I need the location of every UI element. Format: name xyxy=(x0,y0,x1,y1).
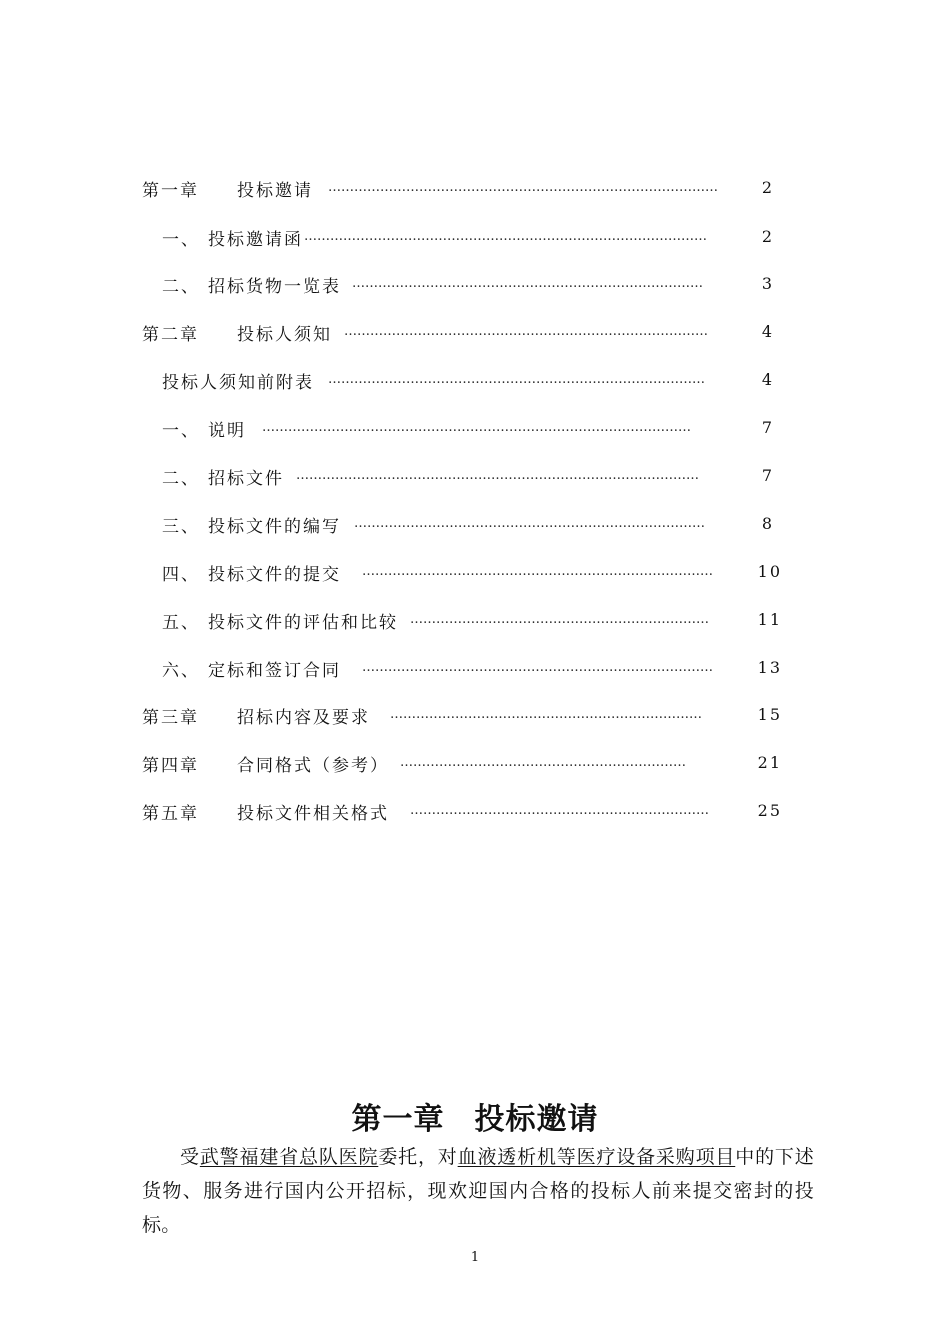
toc-entry[interactable] xyxy=(162,464,284,489)
toc-leader-dots: ……………………………………………………………………… xyxy=(362,564,713,579)
toc-page-number: 2 xyxy=(761,178,774,197)
toc-entry[interactable] xyxy=(162,608,398,633)
toc-chapter-number: 第五章 xyxy=(142,803,199,824)
toc-entry[interactable] xyxy=(142,176,313,201)
project-name: 血液透析机等医疗设备采购项目 xyxy=(457,1146,736,1168)
toc-entry-title: 投标文件的提交 xyxy=(208,564,341,585)
toc-leader-dots: ……………………………………………………………………… xyxy=(352,276,703,291)
toc-section-number: 一、 xyxy=(162,229,200,250)
toc-entry[interactable] xyxy=(162,272,341,297)
intro-text-2: 委托，对 xyxy=(378,1146,458,1168)
toc-entry[interactable] xyxy=(142,703,370,728)
toc-entry-title: 投标邀请 xyxy=(237,180,313,201)
toc-entry[interactable] xyxy=(162,560,341,585)
toc-chapter-number: 第一章 xyxy=(142,180,199,201)
toc-page-number: 10 xyxy=(757,562,782,581)
toc-entry-title: 投标文件的评估和比较 xyxy=(208,612,398,633)
toc-section-number: 五、 xyxy=(162,612,200,633)
toc-page-number: 15 xyxy=(757,705,782,724)
toc-leader-dots: …………………………………………………………… xyxy=(410,803,709,818)
toc-page-number: 25 xyxy=(757,801,782,820)
toc-entry-title: 招标货物一览表 xyxy=(208,276,341,297)
toc-leader-dots: ………………………………………………………………………………… xyxy=(296,468,699,483)
toc-leader-dots: ………………………………………………………………………………… xyxy=(304,229,707,244)
toc-leader-dots: ………………………………………………………… xyxy=(400,755,686,770)
toc-entry[interactable] xyxy=(142,320,332,345)
toc-entry[interactable] xyxy=(142,799,389,824)
toc-section-number: 四、 xyxy=(162,564,200,585)
intro-text-1: 受 xyxy=(180,1146,200,1168)
invitation-paragraph xyxy=(142,1140,814,1242)
toc-page-number: 13 xyxy=(757,658,782,677)
toc-section-number: 二、 xyxy=(162,468,200,489)
toc-entry-title: 投标人须知前附表 xyxy=(162,372,314,393)
toc-chapter-number: 第四章 xyxy=(142,755,199,776)
chapter-number: 第一章 xyxy=(351,1102,445,1137)
toc-page-number: 11 xyxy=(757,610,782,629)
purchaser-name: 武警福建省总队医院 xyxy=(199,1146,379,1168)
chapter-heading xyxy=(0,1094,950,1138)
toc-entry[interactable] xyxy=(162,225,303,250)
toc-entry[interactable] xyxy=(142,751,389,776)
toc-page-number: 4 xyxy=(761,322,774,341)
toc-entry-title: 招标内容及要求 xyxy=(237,707,370,728)
toc-page-number: 7 xyxy=(761,418,774,437)
toc-page-number: 2 xyxy=(761,227,774,246)
toc-leader-dots: ……………………………………………………………………… xyxy=(354,516,705,531)
toc-section-number: 三、 xyxy=(162,516,200,537)
toc-entry-title: 投标人须知 xyxy=(237,324,332,345)
toc-leader-dots: ……………………………………………………………………………………… xyxy=(262,420,691,435)
toc-entry[interactable] xyxy=(162,656,341,681)
toc-leader-dots: ……………………………………………………………………… xyxy=(362,660,713,675)
toc-page-number: 4 xyxy=(761,370,774,389)
toc-page-number: 21 xyxy=(757,753,782,772)
toc-entry[interactable] xyxy=(162,368,314,392)
toc-page-number: 8 xyxy=(761,514,774,533)
toc-leader-dots: ……………………………………………………………………………… xyxy=(328,180,718,195)
toc-entry-title: 投标文件相关格式 xyxy=(237,803,389,824)
toc-entry-title: 说明 xyxy=(208,420,246,441)
chapter-title: 投标邀请 xyxy=(474,1102,599,1137)
toc-chapter-number: 第二章 xyxy=(142,324,199,345)
toc-entry[interactable] xyxy=(162,512,341,537)
toc-entry-title: 合同格式（参考） xyxy=(237,755,389,776)
toc-section-number: 二、 xyxy=(162,276,200,297)
toc-leader-dots: ……………………………………………………………… xyxy=(390,707,702,722)
toc-page-number: 3 xyxy=(761,274,774,293)
toc-entry-title: 定标和签订合同 xyxy=(208,660,341,681)
intro-text-3: 中的下述货物、服务进行国内公开招标，现欢迎国内合格的投标人前来提交密封的投标。 xyxy=(142,1146,815,1236)
toc-chapter-number: 第三章 xyxy=(142,707,199,728)
toc-leader-dots: ………………………………………………………………………… xyxy=(344,324,708,339)
toc-page-number: 7 xyxy=(761,466,774,485)
toc-leader-dots: …………………………………………………………… xyxy=(410,612,709,627)
toc-section-number: 一、 xyxy=(162,420,200,441)
toc-entry-title: 投标邀请函 xyxy=(208,229,303,250)
toc-entry[interactable] xyxy=(162,416,246,441)
toc-leader-dots: …………………………………………………………………………… xyxy=(328,372,705,387)
toc-section-number: 六、 xyxy=(162,660,200,681)
page-number: 1 xyxy=(470,1250,480,1265)
toc-entry-title: 招标文件 xyxy=(208,468,284,489)
toc-entry-title: 投标文件的编写 xyxy=(208,516,341,537)
